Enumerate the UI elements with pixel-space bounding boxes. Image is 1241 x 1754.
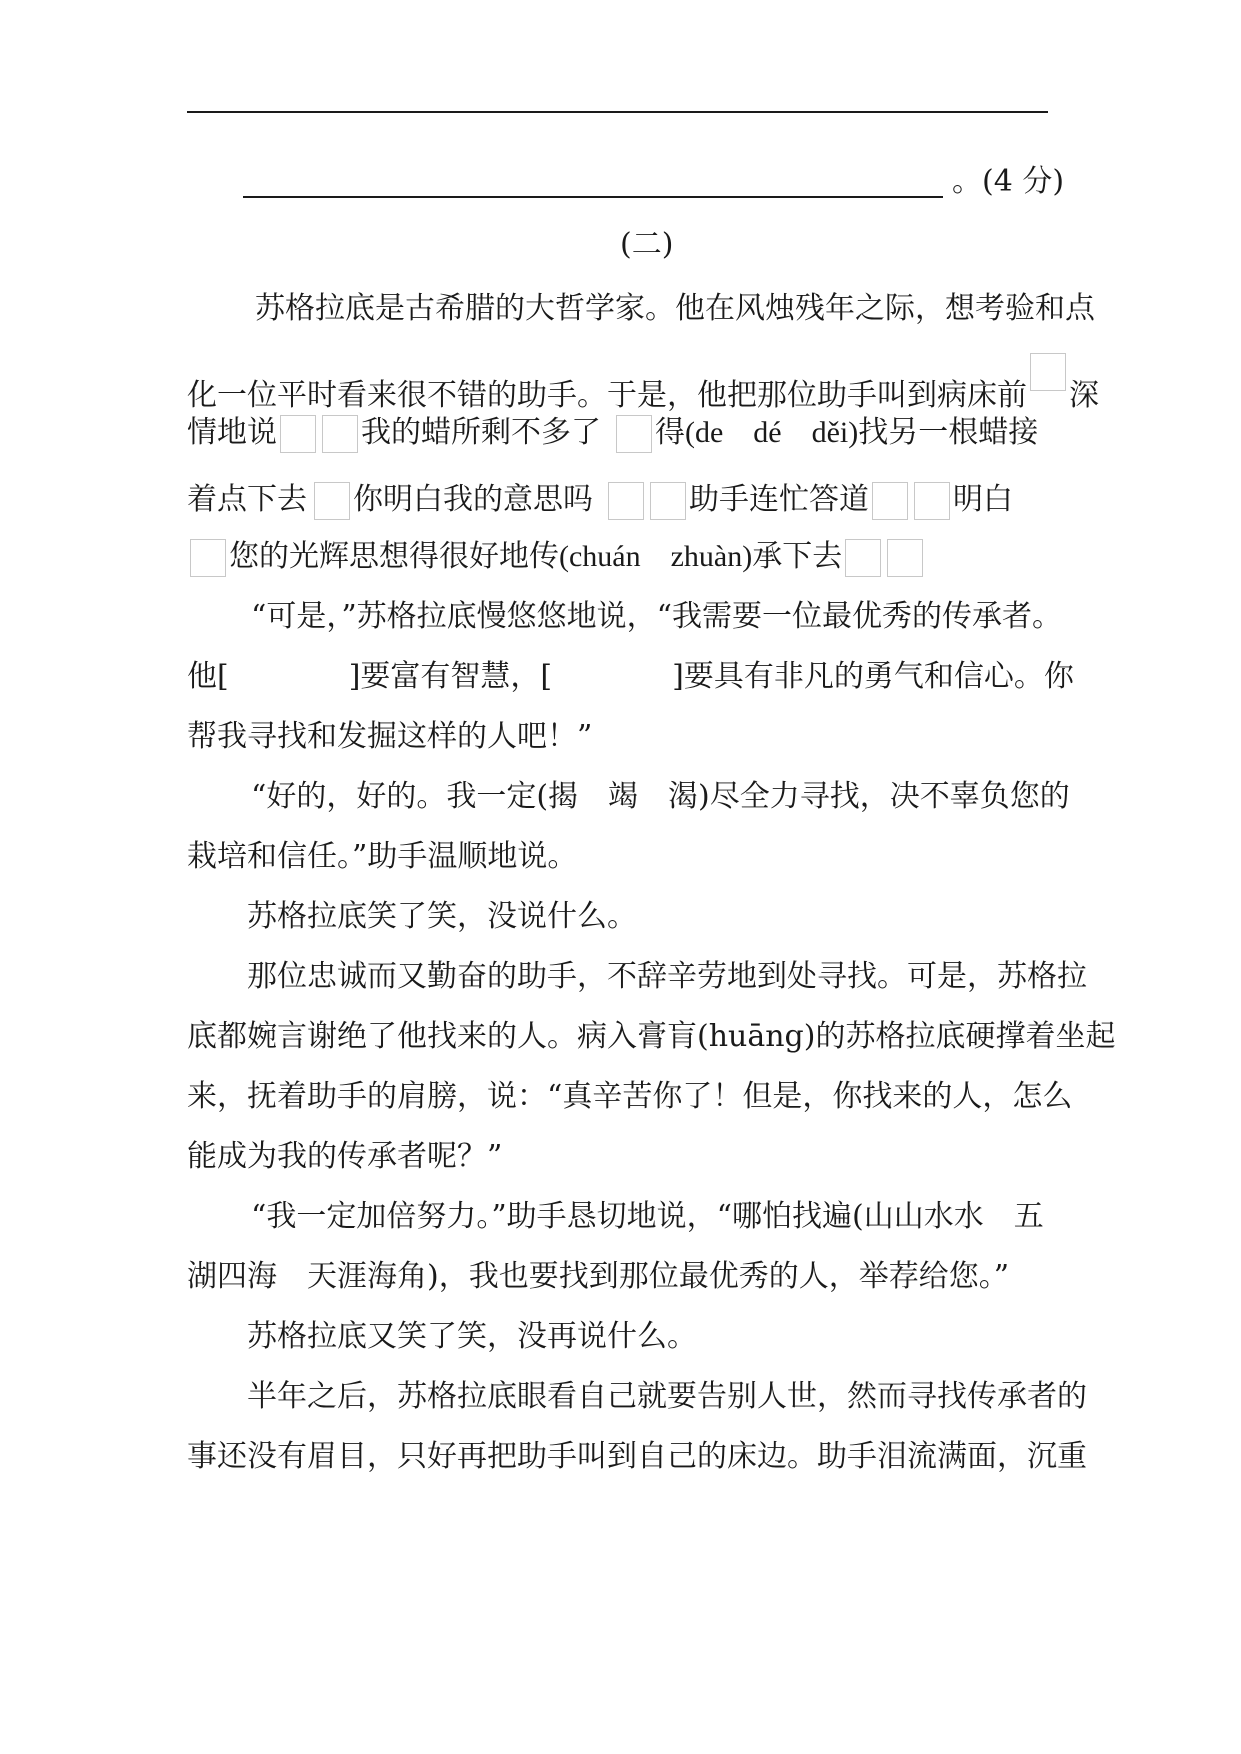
pinyin-choice: 得(de dé děi)找另一根蜡接: [655, 416, 1039, 449]
text-run: ]要富有智慧，[: [348, 659, 553, 694]
passage-line: 栽培和信任。”助手温顺地说。: [187, 839, 578, 874]
punctuation-box[interactable]: [322, 415, 358, 453]
passage-line: 半年之后，苏格拉底眼看自己就要告别人世，然而寻找传承者的: [247, 1379, 1087, 1414]
passage-line: 来，抚着助手的肩膀，说：“真辛苦你了！但是，你找来的人，怎么: [187, 1079, 1073, 1114]
answer-line-1[interactable]: [187, 111, 1048, 113]
text-run: 深: [1069, 378, 1099, 413]
punctuation-box[interactable]: [872, 482, 908, 520]
text-run: 着点下去: [187, 482, 307, 517]
passage-line: “好的，好的。我一定(揭 竭 渴)尽全力寻找，决不辜负您的: [251, 779, 1070, 814]
section-title: (二): [620, 227, 674, 262]
text-run: 明白: [953, 482, 1013, 517]
punctuation-box[interactable]: [1030, 353, 1066, 391]
passage-line: 事还没有眉目，只好再把助手叫到自己的床边。助手泪流满面，沉重: [187, 1439, 1087, 1474]
text-run: 助手连忙答道: [689, 482, 869, 517]
text-run: ]要具有非凡的勇气和信心。你: [672, 659, 1074, 694]
text-run: 我的蜡所剩不多了: [361, 415, 601, 450]
text-run: 化一位平时看来很不错的助手。于是，他把那位助手叫到病床前: [187, 378, 1027, 413]
text-run: 你明白我的意思吗: [353, 482, 593, 517]
punctuation-box[interactable]: [887, 539, 923, 577]
pinyin-choice: 您的光辉思想得很好地传(chuán zhuàn)承下去: [229, 540, 843, 573]
passage-line: [187, 353, 1099, 416]
punctuation-box[interactable]: [314, 482, 350, 520]
passage-line: 那位忠诚而又勤奋的助手，不辞辛劳地到处寻找。可是，苏格拉: [247, 959, 1087, 994]
punctuation-box[interactable]: [914, 482, 950, 520]
passage-line: “可是，”苏格拉底慢悠悠地说，“我需要一位最优秀的传承者。: [251, 599, 1063, 634]
passage-line: 湖四海 天涯海角)，我也要找到那位最优秀的人，举荐给您。”: [187, 1259, 1010, 1294]
passage-line: 帮我寻找和发掘这样的人吧！”: [187, 719, 593, 754]
passage-line: “我一定加倍努力。”助手恳切地说，“哪怕找遍(山山水水 五: [251, 1199, 1044, 1234]
punctuation-box[interactable]: [616, 415, 652, 453]
passage-line: [187, 413, 1038, 453]
punctuation-box[interactable]: [650, 482, 686, 520]
score-label: 。(4 分): [952, 164, 1065, 199]
passage-line: 苏格拉底是古希腊的大哲学家。他在风烛残年之际，想考验和点: [255, 291, 1095, 326]
passage-line: [187, 480, 1013, 520]
punctuation-box[interactable]: [845, 539, 881, 577]
passage-line: 能成为我的传承者呢？”: [187, 1139, 503, 1174]
passage-line: 苏格拉底又笑了笑，没再说什么。: [247, 1319, 697, 1354]
punctuation-box[interactable]: [280, 415, 316, 453]
answer-line-2[interactable]: [243, 196, 943, 198]
text-run: 他[: [187, 659, 229, 694]
passage-line: [187, 657, 1074, 697]
passage-line: 苏格拉底笑了笑，没说什么。: [247, 899, 637, 934]
passage-line: 底都婉言谢绝了他找来的人。病入膏肓(huāng)的苏格拉底硬撑着坐起: [187, 1019, 1116, 1054]
punctuation-box[interactable]: [608, 482, 644, 520]
punctuation-box[interactable]: [190, 539, 226, 577]
passage-line: [187, 537, 926, 577]
text-run: 情地说: [187, 415, 277, 450]
